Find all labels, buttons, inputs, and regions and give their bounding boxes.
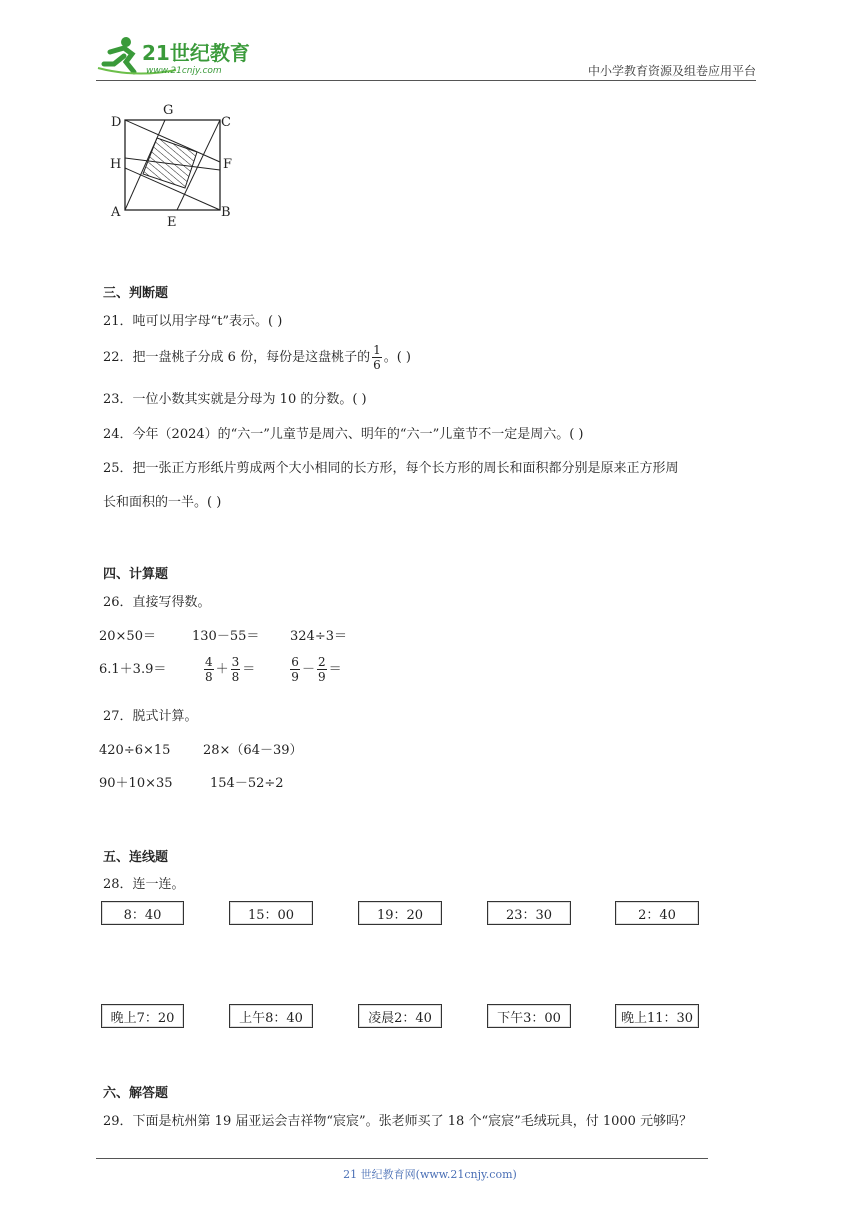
calc-item: 420÷6×15: [99, 743, 171, 758]
site-logo: [96, 34, 266, 78]
calc-item: 154－52÷2: [210, 776, 284, 791]
calc-item: 324÷3＝: [290, 629, 347, 644]
header-platform-text: 中小学教育资源及组卷应用平台: [587, 64, 756, 78]
label-c: C: [221, 115, 231, 130]
label-b: B: [221, 205, 231, 220]
q22-tail: 。( ): [383, 350, 411, 365]
question-27: 27．脱式计算。: [103, 709, 198, 724]
time-box-top[interactable]: 8：40: [101, 901, 184, 925]
calc-row-4: [99, 772, 284, 791]
q22-fraction: $\frac{1}{6}$: [373, 343, 381, 372]
calc-item: 130－55＝: [192, 629, 260, 644]
question-26: 26．直接写得数。: [103, 595, 211, 610]
time-box-bottom[interactable]: 晚上7：20: [101, 1004, 184, 1028]
question-25-line1: 25．把一张正方形纸片剪成两个大小相同的长方形，每个长方形的周长和面积都分别是原来正方形周: [103, 461, 679, 476]
shaded-region: [143, 138, 197, 188]
header-divider: [96, 80, 756, 81]
question-29: 29．下面是杭州第 19 届亚运会吉祥物“宸宸”。张老师买了 18 个“宸宸”毛绒玩具，付 1000 元够吗？: [103, 1114, 693, 1129]
question-25-line2: 长和面积的一半。( ): [103, 495, 222, 510]
question-21: 21．吨可以用字母“t”表示。( ): [103, 314, 283, 329]
section3-title: 三、判断题: [103, 286, 169, 301]
svg-text:21世纪教育: 21世纪教育: [142, 41, 250, 65]
fraction-2-9: $\frac{2}{9}$: [317, 655, 326, 684]
time-box-bottom[interactable]: 晚上11：30: [615, 1004, 699, 1028]
time-box-top[interactable]: 15：00: [229, 901, 313, 925]
label-f: F: [223, 157, 233, 172]
section4-title: 四、计算题: [103, 567, 169, 582]
time-box-top[interactable]: 2：40: [615, 901, 699, 925]
question-28: 28．连一连。: [103, 877, 185, 892]
calc-row-2: 6.1＋3.9＝ $\frac{4}{8}$ ＋ $\frac{3}{8}$ ＝ $\frac{6}{9}$ － $\frac{2}{9}$ ＝: [99, 655, 342, 684]
fraction-3-8: $\frac{3}{8}$: [231, 655, 240, 684]
footer-site-text: 21 世纪教育网(www.21cnjy.com): [343, 1168, 517, 1181]
fraction-4-8: $\frac{4}{8}$: [205, 655, 213, 684]
question-22: [103, 343, 411, 372]
question-24: 24．今年（2024）的“六一”儿童节是周六、明年的“六一”儿童节不一定是周六。( ): [103, 427, 584, 442]
calc-row-3: [99, 739, 303, 758]
square-figure: [105, 100, 245, 230]
q22-text: 22．把一盘桃子分成 6 份，每份是这盘桃子的: [103, 350, 371, 365]
label-g: G: [163, 103, 174, 118]
question-23: 23．一位小数其实就是分母为 10 的分数。( ): [103, 392, 367, 407]
calc-item: 90＋10×35: [99, 776, 173, 791]
fraction-6-9: $\frac{6}{9}$: [291, 655, 299, 684]
time-box-top[interactable]: 23：30: [487, 901, 571, 925]
label-h: H: [110, 157, 122, 172]
svg-text:www.21cnjy.com: www.21cnjy.com: [146, 66, 222, 76]
footer-divider: [96, 1158, 708, 1159]
label-a: A: [111, 205, 121, 220]
time-box-bottom[interactable]: 凌晨2：40: [358, 1004, 442, 1028]
calc-item: 28×（64－39）: [203, 743, 303, 758]
calc-row-1: [99, 625, 347, 644]
time-box-bottom[interactable]: 下午3：00: [487, 1004, 571, 1028]
calc-item: 6.1＋3.9＝: [99, 662, 167, 677]
section5-title: 五、连线题: [103, 850, 169, 865]
label-e: E: [167, 215, 177, 230]
section6-title: 六、解答题: [103, 1086, 169, 1101]
time-box-top[interactable]: 19：20: [358, 901, 442, 925]
label-d: D: [111, 115, 122, 130]
runner-logo-icon: [96, 34, 266, 78]
time-box-bottom[interactable]: 上午8：40: [229, 1004, 313, 1028]
calc-item: 20×50＝: [99, 629, 156, 644]
